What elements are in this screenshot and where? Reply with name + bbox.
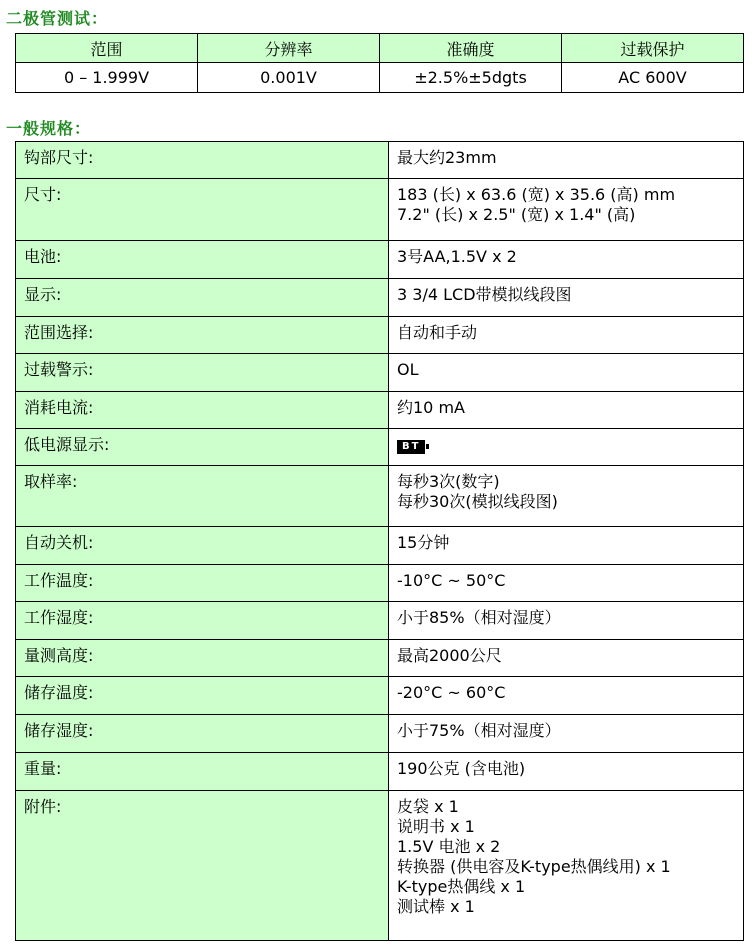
spec-label: 量测高度:: [16, 640, 389, 677]
spec-label: 显示:: [16, 279, 389, 317]
spec-value-line: 1.5V 电池 x 2: [397, 837, 501, 856]
spec-value-line: 7.2" (长) x 2.5" (宽) x 1.4" (高): [397, 205, 636, 224]
spec-row: [16, 279, 744, 317]
diode-test-table: [15, 33, 744, 93]
spec-value: [389, 791, 744, 941]
general-spec-table: [15, 141, 744, 941]
cell-range: 0 – 1.999V: [16, 63, 198, 93]
spec-value-line: 每秒30次(模拟线段图): [397, 492, 558, 511]
spec-row: [16, 640, 744, 677]
spec-value: [389, 279, 744, 317]
spec-row: [16, 715, 744, 753]
spec-value: [389, 241, 744, 279]
header-range: 范围: [16, 34, 198, 63]
spec-value-line: 183 (长) x 63.6 (宽) x 35.6 (高) mm: [397, 185, 676, 204]
spec-value: [389, 527, 744, 565]
spec-label: 重量:: [16, 753, 389, 791]
diode-test-heading: 二极管测试：: [6, 9, 109, 28]
cell-accuracy: ±2.5%±5dgts: [380, 63, 562, 93]
spec-row: [16, 527, 744, 565]
spec-row: [16, 429, 744, 466]
spec-label: 范围选择:: [16, 317, 389, 354]
spec-value-line: -20°C ~ 60°C: [397, 683, 506, 702]
spec-value-line: 皮袋 x 1: [397, 797, 459, 816]
diode-table-header-row: [16, 34, 744, 63]
spec-label: 电池:: [16, 241, 389, 279]
spec-value: [389, 565, 744, 602]
spec-label: 钩部尺寸:: [16, 142, 389, 179]
spec-value: [389, 317, 744, 354]
spec-row: [16, 317, 744, 354]
spec-row: [16, 392, 744, 429]
spec-value: [389, 354, 744, 392]
spec-value-line: 每秒3次(数字): [397, 472, 500, 491]
spec-value-line: OL: [397, 360, 419, 379]
spec-label: 尺寸:: [16, 179, 389, 241]
spec-label: 储存温度:: [16, 677, 389, 715]
spec-value-line: 小于75%（相对湿度）: [397, 721, 561, 740]
spec-value: [389, 753, 744, 791]
spec-value-line: 转换器 (供电容及K-type热偶线用) x 1: [397, 857, 671, 876]
spec-value: [389, 602, 744, 640]
spec-value: [389, 392, 744, 429]
spec-row: [16, 565, 744, 602]
header-overload-protection: 过载保护: [562, 34, 744, 63]
spec-value: [389, 715, 744, 753]
spec-row: [16, 677, 744, 715]
spec-value-line: -10°C ~ 50°C: [397, 571, 506, 590]
spec-value: [389, 640, 744, 677]
spec-value-line: 最高2000公尺: [397, 646, 502, 665]
spec-label: 附件:: [16, 791, 389, 941]
spec-value-line: 自动和手动: [397, 323, 478, 342]
spec-row: [16, 241, 744, 279]
spec-label: 自动关机:: [16, 527, 389, 565]
spec-value-line: 最大约23mm: [397, 148, 497, 167]
spec-value-line: 3 3/4 LCD带模拟线段图: [397, 285, 572, 304]
header-resolution: 分辨率: [198, 34, 380, 63]
diode-table-data-row: [16, 63, 744, 93]
general-spec-heading: 一般规格：: [6, 119, 92, 138]
spec-value: [389, 142, 744, 179]
spec-label: 储存湿度:: [16, 715, 389, 753]
spec-value-line: K-type热偶线 x 1: [397, 877, 526, 896]
spec-value-line: 说明书 x 1: [397, 817, 475, 836]
spec-label: 工作温度:: [16, 565, 389, 602]
spec-value-line: 小于85%（相对湿度）: [397, 608, 561, 627]
spec-row: [16, 791, 744, 941]
spec-value-line: 3号AA,1.5V x 2: [397, 247, 517, 266]
spec-label: 消耗电流:: [16, 392, 389, 429]
spec-row: [16, 354, 744, 392]
cell-overload-protection: AC 600V: [562, 63, 744, 93]
spec-label: 低电源显示:: [16, 429, 389, 466]
spec-value: [389, 429, 744, 466]
spec-row: [16, 466, 744, 527]
low-battery-icon: BT: [397, 440, 425, 454]
spec-label: 取样率:: [16, 466, 389, 527]
spec-value-line: 15分钟: [397, 533, 450, 552]
spec-label: 工作湿度:: [16, 602, 389, 640]
spec-value: [389, 179, 744, 241]
spec-row: [16, 142, 744, 179]
spec-row: [16, 602, 744, 640]
spec-row: [16, 753, 744, 791]
spec-value-line: 测试棒 x 1: [397, 897, 475, 916]
spec-row: [16, 179, 744, 241]
spec-label: 过载警示:: [16, 354, 389, 392]
spec-value-line: 约10 mA: [397, 398, 465, 417]
cell-resolution: 0.001V: [198, 63, 380, 93]
spec-value-line: 190公克 (含电池): [397, 759, 526, 778]
spec-value: [389, 677, 744, 715]
spec-value: [389, 466, 744, 527]
header-accuracy: 准确度: [380, 34, 562, 63]
